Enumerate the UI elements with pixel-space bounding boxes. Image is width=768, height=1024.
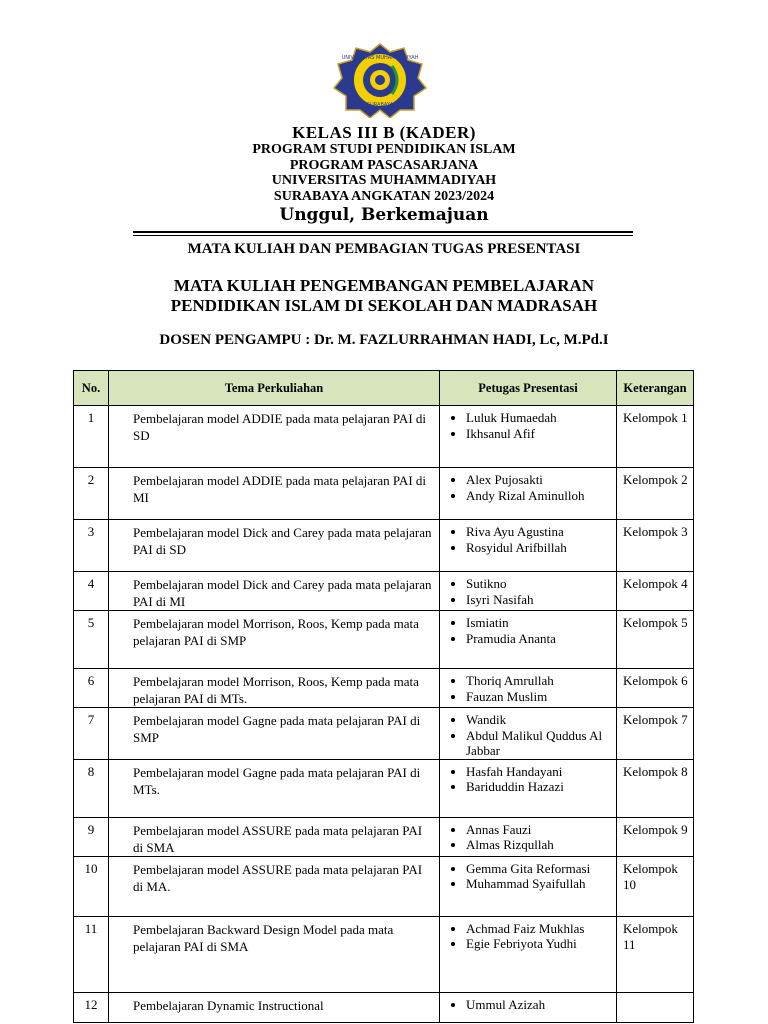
program-line-3: UNIVERSITAS MUHAMMADIYAH [271, 173, 497, 188]
lecturer: DOSEN PENGAMPU : Dr. M. FAZLURRAHMAN HADI, Lc, M.Pd.I [159, 332, 609, 348]
row-topic: Pembelajaran Dynamic Instructional [109, 992, 440, 1022]
class-title: KELAS III B (KADER) [292, 123, 476, 142]
presenter-list [448, 472, 616, 503]
row-topic: Pembelajaran model Dick and Carey pada mata pelajaran PAI di SD [109, 520, 440, 572]
presenter-list [448, 615, 616, 646]
row-number: 3 [74, 520, 109, 572]
row-topic: Pembelajaran model ADDIE pada mata pelajaran PAI di MI [109, 468, 440, 520]
presenter-name: • Almas Rizqullah [466, 837, 616, 853]
table-row [74, 520, 694, 572]
row-number: 1 [74, 406, 109, 468]
row-presenters [440, 468, 617, 520]
row-topic: Pembelajaran model ASSURE pada mata pelajaran PAI di MA. [109, 856, 440, 916]
presenter-list [448, 524, 616, 555]
row-presenters [440, 708, 617, 760]
presenter-name: • Pramudia Ananta [466, 631, 616, 647]
row-topic: Pembelajaran model ADDIE pada mata pelajaran PAI di SD [109, 406, 440, 468]
row-group: Kelompok 11 [617, 916, 694, 992]
logo-text-bottom: SURABAYA [366, 102, 394, 108]
row-presenters [440, 406, 617, 468]
presenter-name: • Alex Pujosakti [466, 472, 616, 488]
presenter-name: • Egie Febriyota Yudhi [466, 936, 616, 952]
presenter-list [448, 410, 616, 441]
row-number: 10 [74, 856, 109, 916]
presenter-list [448, 673, 616, 704]
row-number: 8 [74, 759, 109, 817]
presenter-name: • Muhammad Syaifullah [466, 876, 616, 892]
row-presenters [440, 669, 617, 708]
assignment-table [73, 370, 694, 1023]
header-rule-thin [133, 235, 633, 236]
row-presenters [440, 817, 617, 856]
table-row [74, 817, 694, 856]
row-group: Kelompok 3 [617, 520, 694, 572]
presenter-name: • Sutikno [466, 576, 616, 592]
row-number: 11 [74, 916, 109, 992]
presenter-name: • Achmad Faiz Mukhlas [466, 921, 616, 937]
program-line-4: SURABAYA ANGKATAN 2023/2024 [273, 188, 495, 204]
row-number: 2 [74, 468, 109, 520]
row-number: 7 [74, 708, 109, 760]
table-row [74, 669, 694, 708]
row-number: 6 [74, 669, 109, 708]
table-row [74, 708, 694, 760]
presenter-name: • Ikhsanul Afif [466, 426, 616, 442]
presenter-name: • Gemma Gita Reformasi [466, 861, 616, 877]
row-group: Kelompok 7 [617, 708, 694, 760]
presenter-name: • Luluk Humaedah [466, 410, 616, 426]
presenter-list [448, 921, 616, 952]
row-topic: Pembelajaran model ASSURE pada mata pelajaran PAI di SMA [109, 817, 440, 856]
row-number: 4 [74, 572, 109, 611]
row-group: Kelompok 2 [617, 468, 694, 520]
presenter-list [448, 822, 616, 853]
program-line-2: PROGRAM PASCASARJANA [289, 157, 479, 173]
row-group: Kelompok 5 [617, 611, 694, 669]
row-number: 12 [74, 992, 109, 1022]
table-body [74, 406, 694, 1023]
presenter-list [448, 997, 616, 1013]
row-group: Kelompok 8 [617, 759, 694, 817]
row-topic: Pembelajaran model Morrison, Roos, Kemp pada mata pelajaran PAI di SMP [109, 611, 440, 669]
table-row [74, 992, 694, 1022]
presenter-name: • Abdul Malikul Quddus Al Jabbar [466, 728, 616, 759]
table-row [74, 611, 694, 669]
row-group: Kelompok 4 [617, 572, 694, 611]
row-topic: Pembelajaran model Gagne pada mata pelajaran PAI di SMP [109, 708, 440, 760]
row-number: 5 [74, 611, 109, 669]
table-header-row [74, 371, 694, 406]
table-row [74, 406, 694, 468]
presenter-name: • Thoriq Amrullah [466, 673, 616, 689]
subheading: MATA KULIAH DAN PEMBAGIAN TUGAS PRESENTASI [187, 241, 581, 257]
row-topic: Pembelajaran model Gagne pada mata pelajaran PAI di MTs. [109, 759, 440, 817]
presenter-name: • Isyri Nasifah [466, 592, 616, 608]
presenter-list [448, 764, 616, 795]
header-no: No. [74, 371, 109, 406]
row-number: 9 [74, 817, 109, 856]
row-presenters [440, 611, 617, 669]
row-presenters [440, 759, 617, 817]
course-line-1: MATA KULIAH PENGEMBANGAN PEMBELAJARAN [173, 276, 595, 295]
presenter-list [448, 576, 616, 607]
course-title [0, 276, 768, 316]
presenter-name: • Riva Ayu Agustina [466, 524, 616, 540]
row-group: Kelompok 10 [617, 856, 694, 916]
header-petugas: Petugas Presentasi [440, 371, 617, 406]
presenter-name: • Rosyidul Arifbillah [466, 540, 616, 556]
motto: Unggul, Berkemajuan [279, 205, 489, 225]
row-group: Kelompok 1 [617, 406, 694, 468]
program-block [0, 142, 768, 204]
presenter-name: • Annas Fauzi [466, 822, 616, 838]
table-row [74, 468, 694, 520]
course-line-2: PENDIDIKAN ISLAM DI SEKOLAH DAN MADRASAH [170, 296, 598, 315]
header-keterangan: Keterangan [617, 371, 694, 406]
table-row [74, 916, 694, 992]
header-rule [133, 231, 633, 233]
university-logo [330, 42, 430, 118]
row-topic: Pembelajaran Backward Design Model pada mata pelajaran PAI di SMA [109, 916, 440, 992]
presenter-name: • Ummul Azizah [466, 997, 616, 1013]
presenter-name: • Ismiatin [466, 615, 616, 631]
row-group: Kelompok 6 [617, 669, 694, 708]
program-line-1: PROGRAM STUDI PENDIDIKAN ISLAM [252, 142, 516, 157]
row-topic: Pembelajaran model Dick and Carey pada mata pelajaran PAI di MI [109, 572, 440, 611]
table-row [74, 856, 694, 916]
row-presenters [440, 916, 617, 992]
presenter-name: • Fauzan Muslim [466, 689, 616, 705]
row-topic: Pembelajaran model Morrison, Roos, Kemp pada mata pelajaran PAI di MTs. [109, 669, 440, 708]
presenter-name: • Wandik [466, 712, 616, 728]
logo-text-top: UNIVERSITAS MUHAMMADIYAH [341, 55, 419, 61]
presenter-name: • Andy Rizal Aminulloh [466, 488, 616, 504]
presenter-list [448, 712, 616, 759]
row-presenters [440, 992, 617, 1022]
row-presenters [440, 856, 617, 916]
presenter-name: • Bariduddin Hazazi [466, 779, 616, 795]
table-row [74, 759, 694, 817]
row-group [617, 992, 694, 1022]
table-row [74, 572, 694, 611]
presenter-name: • Hasfah Handayani [466, 764, 616, 780]
row-presenters [440, 520, 617, 572]
row-presenters [440, 572, 617, 611]
presenter-list [448, 861, 616, 892]
row-group: Kelompok 9 [617, 817, 694, 856]
header-tema: Tema Perkuliahan [109, 371, 440, 406]
